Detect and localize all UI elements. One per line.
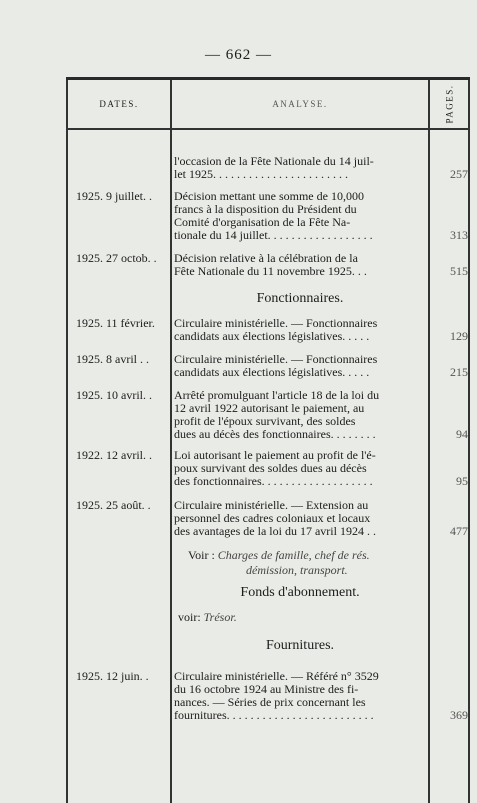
column-rule: [66, 80, 68, 803]
entry-date: 1925. 27 octob. .: [76, 251, 157, 265]
section-heading-fonctionnaires: Fonctionnaires.: [256, 291, 344, 306]
entry-text: Décision relative à la célébration de la Fête Nationale du 11 novembre 1925. . .: [174, 252, 367, 278]
entry-page: 313: [450, 228, 468, 242]
entry-text: Circulaire ministérielle. — Référé n° 3529 du 16 octobre 1924 au Ministre des fi- nances. — Séries de prix concernant les fournitures. . . . . . . . . . . . . . . . . . . . . . . . .: [174, 670, 379, 722]
entry-page: 215: [450, 365, 468, 379]
entry-page: 369: [450, 708, 468, 722]
entry-text: Circulaire ministérielle. — Extension au personnel des cadres coloniaux et locaux des avantages de la loi du 17 avril 1924 . .: [174, 499, 376, 538]
page-number: — 662 —: [205, 47, 272, 63]
column-rule: [468, 80, 470, 803]
see-also-note: [188, 548, 428, 578]
entry-text: Circulaire ministérielle. — Fonctionnaires candidats aux élections législatives. . . . .: [174, 317, 378, 343]
see-also-ref: démission, transport.: [246, 563, 348, 577]
entry-date: 1925. 11 février.: [76, 316, 155, 330]
see-also-ref: Charges de famille, chef de rés.: [217, 548, 370, 562]
column-rule: [170, 80, 172, 803]
header-analyse: ANALYSE.: [272, 99, 328, 109]
entry-text: Loi autorisant le paiement au profit de l'é- poux survivant des soldes dues au décès des fonctionnaires. . . . . . . . . . . . . . . . . . .: [174, 449, 376, 488]
entry-page: 515: [450, 264, 468, 278]
index-table: [66, 77, 470, 803]
entry-date: 1925. 9 juillet. .: [76, 189, 152, 203]
see-also-ref: Trésor.: [203, 610, 237, 624]
column-rule: [428, 80, 430, 803]
section-heading-fonds: Fonds d'abonnement.: [240, 585, 360, 600]
entry-page: 477: [450, 524, 468, 538]
entry-date: 1925. 10 avril. .: [76, 388, 152, 402]
section-heading-fournitures: Fournitures.: [265, 638, 335, 653]
header-rule: [66, 128, 470, 130]
entry-date: 1925. 25 août. .: [76, 498, 151, 512]
entry-page: 257: [450, 167, 468, 181]
entry-page: 95: [456, 474, 468, 488]
see-also-note: [178, 610, 418, 625]
see-also-label: Voir :: [188, 548, 215, 562]
entry-text: Décision mettant une somme de 10,000 francs à la disposition du Président du Comité d'organisation de la Fête Na- tionale du 14 juillet. . . . . . . . . . . . . . . . . .: [174, 190, 373, 242]
entry-date: 1925. 8 avril . .: [76, 352, 149, 366]
entry-text: Circulaire ministérielle. — Fonctionnaires candidats aux élections législatives. . . . .: [174, 353, 378, 379]
entry-text: Arrêté promulguant l'article 18 de la loi du 12 avril 1922 autorisant le paiement, au profit de l'époux survivant, des soldes dues au décès des fonctionnaires. . . . . . . .: [174, 389, 380, 441]
see-also-label: voir:: [178, 610, 201, 624]
entry-page: 129: [450, 329, 468, 343]
header-pages: PAGES.: [444, 84, 454, 124]
entry-page: 94: [456, 427, 468, 441]
header-dates: DATES.: [99, 99, 139, 109]
entry-date: 1925. 12 juin. .: [76, 669, 149, 683]
entry-text: l'occasion de la Fête Nationale du 14 juil- let 1925. . . . . . . . . . . . . . . . . . . . . . .: [174, 155, 374, 181]
entry-date: 1922. 12 avril. .: [76, 448, 152, 462]
